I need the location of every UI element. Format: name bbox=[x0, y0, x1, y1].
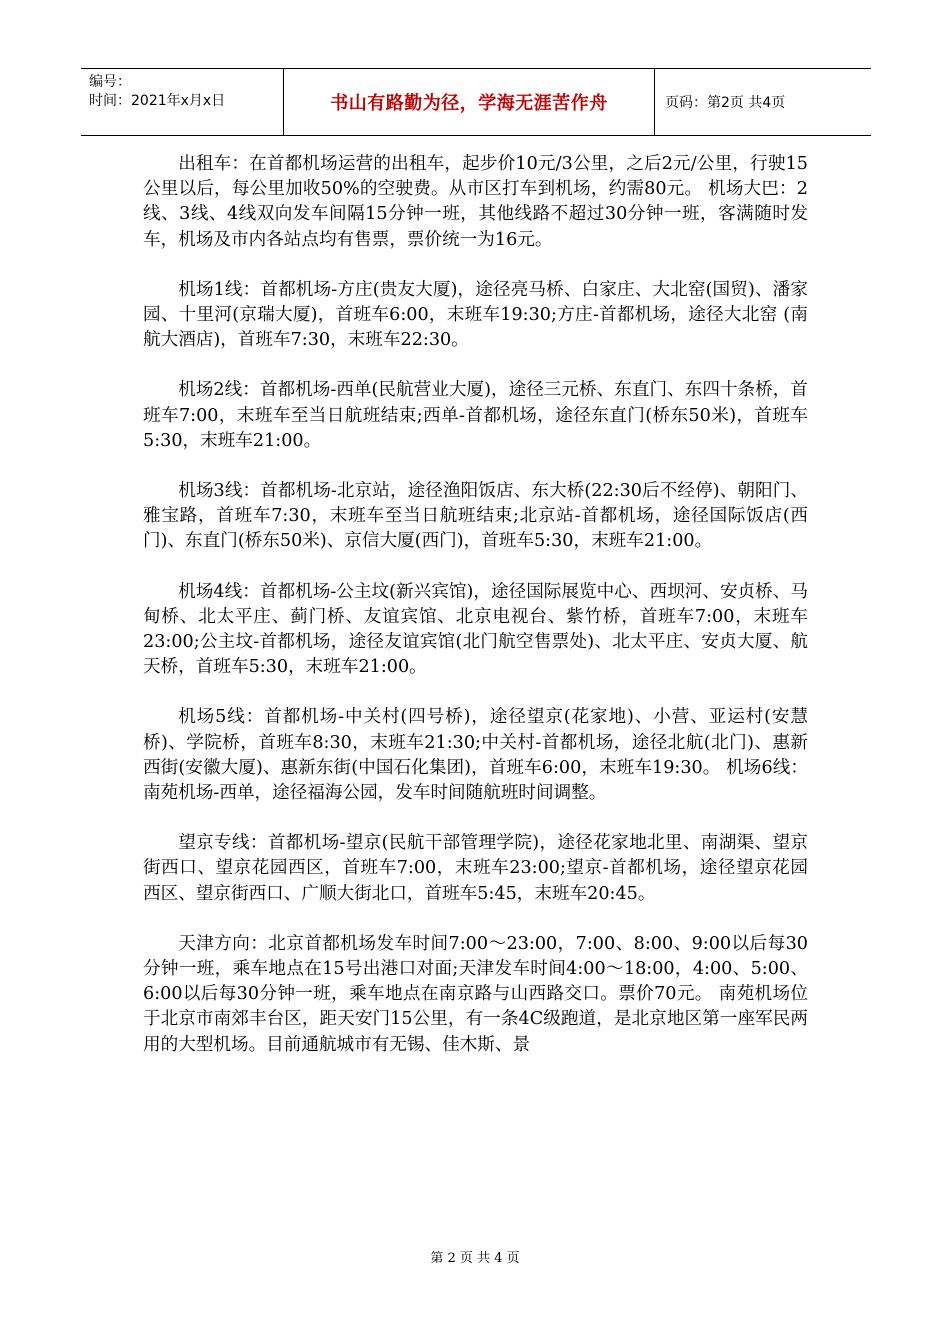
paragraph-line-4: 机场4线：首都机场-公主坟(新兴宾馆)，途径国际展览中心、西坝河、安贞桥、马甸桥、北太平庄、蓟门桥、友谊宾馆、北京电视台、紫竹桥，首班车7:00，末班车23:00;公主坟-首都机场，途径友谊宾馆(北门航空售票处)、北太平庄、安贞大厦、航天桥，首班车5:30，末班车21:00。 bbox=[143, 581, 808, 678]
document-time-label: 时间：2021年x月x日 bbox=[89, 93, 226, 109]
header-motto: 书山有路勤为径，学海无涯苦作舟 bbox=[330, 93, 608, 114]
header-page-code-cell bbox=[655, 69, 871, 135]
page-footer bbox=[0, 1247, 950, 1266]
paragraph-line-1: 机场1线：首都机场-方庄(贵友大厦)，途径亮马桥、白家庄、大北窑(国贸)、潘家园、十里河(京瑞大厦)，首班车6:00，末班车19:30;方庄-首都机场，途径大北窑 (南航大酒店)，首班车7:30，末班车22:30。 bbox=[143, 279, 808, 351]
paragraph-line-3: 机场3线：首都机场-北京站，途径渔阳饭店、东大桥(22:30后不经停)、朝阳门、雅宝路，首班车7:30，末班车至当日航班结束;北京站-首都机场，途径国际饭店(西门)、东直门(桥东50米)、京信大厦(西门)，首班车5:30，末班车21:00。 bbox=[143, 481, 808, 552]
document-body bbox=[143, 152, 808, 1058]
paragraph-tianjin-and-nanyuan: 天津方向：北京首都机场发车时间7:00～23:00，7:00、8:00、9:00以后每30分钟一班，乘车地点在15号出港口对面;天津发车时间4:00～18:00，4:00、5:00、6:00以后每30分钟一班，乘车地点在南京路与山西路交口。票价70元。 南苑机场位于北京市南郊丰台区，距天安门15公里，有一条4C级跑道，是北京地区第一座军民两用的大型机场。目前通航城市有无锡、佳木斯、景 bbox=[143, 933, 808, 1055]
paragraph-wangjing-line: 望京专线：首都机场-望京(民航干部管理学院)，途径花家地北里、南湖渠、望京街西口、望京花园西区，首班车7:00，末班车23:00;望京-首都机场，途径望京花园西区、望京街西口、广顺大街北口，首班车5:45，末班车20:45。 bbox=[143, 833, 808, 904]
header-meta bbox=[81, 69, 283, 135]
paragraph-taxi-and-bus: 出租车：在首都机场运营的出租车，起步价10元/3公里，之后2元/公里，行驶15公里以后，每公里加收50%的空驶费。从市区打车到机场，约需80元。 机场大巴：2线、3线、4线双向发车间隔15分钟一班，其他线路不超过30分钟一班，客满随时发车，机场及市内各站点均有售票，票价统一为16元。 bbox=[143, 154, 808, 250]
page-header bbox=[81, 68, 871, 136]
header-motto-cell bbox=[283, 69, 655, 135]
header-page-code: 页码：第2页 共4页 bbox=[665, 95, 786, 111]
paragraph-line-5-and-6: 机场5线：首都机场-中关村(四号桥)，途径望京(花家地)、小营、亚运村(安慧桥)、学院桥，首班车8:30，末班车21:30;中关村-首都机场，途径北航(北门)、惠新西街(安徽大厦)、惠新东街(中国石化集团)，首班车6:00，末班车19:30。 机场6线：南苑机场-西单，途径福海公园，发车时间随航班时间调整。 bbox=[143, 707, 808, 804]
document-number-label: 编号： bbox=[89, 74, 131, 90]
paragraph-line-2: 机场2线：首都机场-西单(民航营业大厦)，途径三元桥、东直门、东四十条桥，首班车7:00，末班车至当日航班结束;西单-首都机场，途径东直门(桥东50米)，首班车5:30，末班车21:00。 bbox=[143, 380, 808, 451]
footer-page-number: 第 2 页 共 4 页 bbox=[430, 1251, 520, 1266]
